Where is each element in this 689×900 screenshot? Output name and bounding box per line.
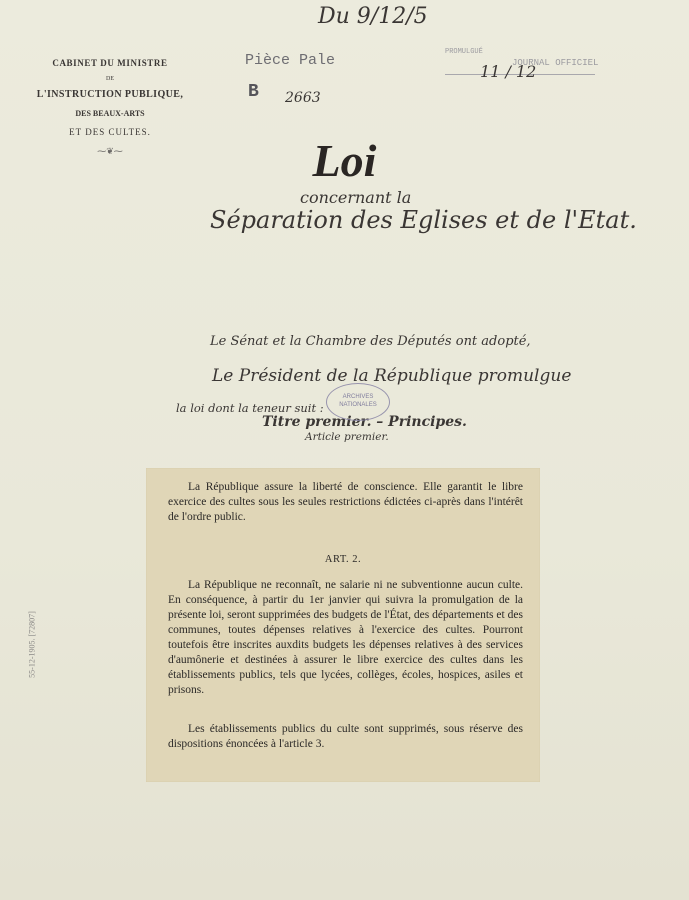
header-cabinet: CABINET DU MINISTRE — [52, 58, 168, 68]
article-premier: Article premier. — [305, 431, 389, 443]
printer-reference: 55-12-1905. [72807] — [27, 611, 37, 678]
header-flourish-ornament: ⁓❦⁓ — [97, 146, 123, 156]
archives-nationales-stamp — [326, 383, 390, 421]
article-2-text: La République ne reconnaît, ne salarie ni ne subventionne aucun culte. En conséquence, à partir du 1er janvier qui suivra la promulgation de la présente loi, seront supprimées des budgets de l'État, des départements et des communes, toutes dépenses relatives à l'exercice des cultes. Pourront toutefois être inscrites auxdits budgets les dépenses relatives à des services d'aumônerie et destinées à assurer le libre exercice des cultes dans les établissements publics, tels que lycées, collèges, écoles, hospices, asiles et prisons. — [168, 579, 523, 696]
header-beaux-arts: DES BEAUX-ARTS — [75, 109, 145, 118]
promulgation-date: 11 / 12 — [480, 62, 537, 81]
preamble-senat: Le Sénat et la Chambre des Députés ont adopté, — [210, 334, 531, 349]
preamble-loi-teneur: la loi dont la teneur suit : — [176, 401, 324, 415]
handwritten-date: Du 9/12/5 — [318, 4, 428, 29]
title-separation: Séparation des Eglises et de l'Etat. — [210, 206, 637, 234]
promulgation-stamp-prefix: PROMULGUÉ — [445, 48, 483, 56]
article-2-text-continued: Les établissements publics du culte sont supprimés, sous réserve des dispositions énoncées à l'article 3. — [168, 723, 523, 750]
header-de: DE — [106, 76, 114, 82]
titre-premier: Titre premier. – Principes. — [262, 414, 467, 430]
title-concernant: concernant la — [300, 188, 412, 207]
journal-officiel-stamp: JOURNAL OFFICIEL — [512, 58, 599, 68]
header-instruction-publique: L'INSTRUCTION PUBLIQUE, — [36, 89, 184, 100]
piece-stamp-letter: B — [248, 82, 259, 102]
article-1-text: La République assure la liberté de conscience. Elle garantit le libre exercice des cultes sous les seules restrictions édictées ci-après dans l'intérêt de l'ordre public. — [168, 481, 523, 523]
header-cultes: ET DES CULTES. — [69, 127, 151, 137]
preamble-president: Le Président de la République promulgue — [212, 366, 572, 386]
printed-law-panel — [146, 468, 540, 782]
piece-number: 2663 — [285, 90, 321, 106]
page-title: Loi — [312, 135, 377, 186]
archives-stamp-line2: NATIONALES — [339, 402, 377, 408]
piece-stamp: Pièce Pale — [245, 52, 336, 69]
archives-stamp-line1: ARCHIVES — [342, 394, 374, 400]
article-2-heading: ART. 2. — [324, 554, 362, 565]
